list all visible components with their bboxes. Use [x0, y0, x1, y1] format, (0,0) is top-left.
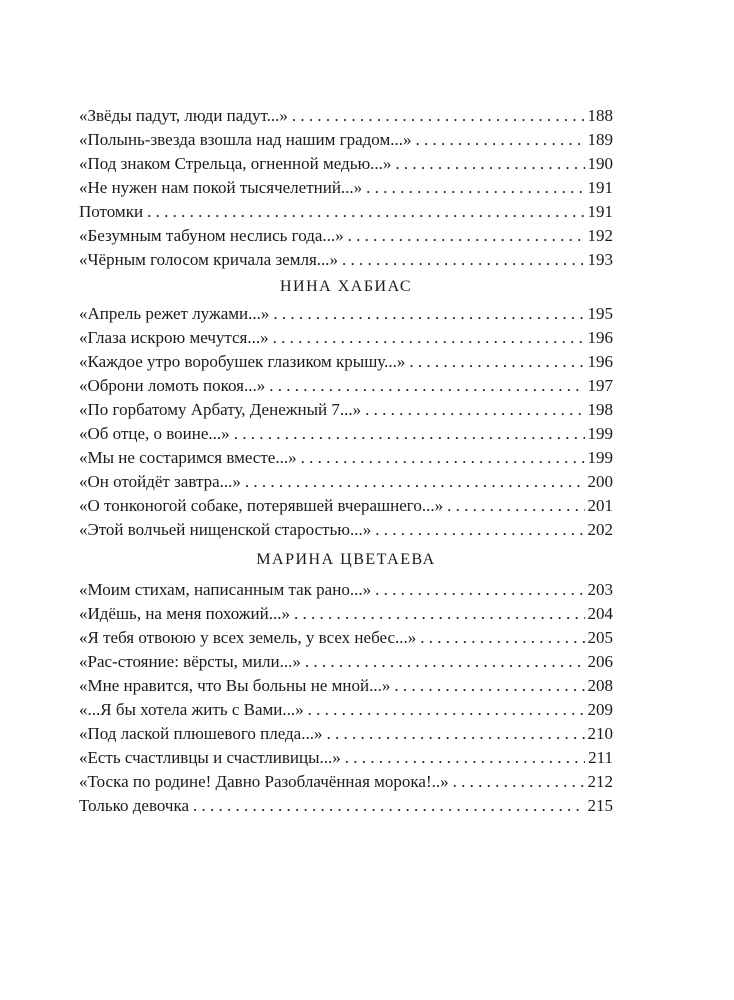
toc-section — [79, 272, 613, 542]
page-number: 191 — [587, 202, 613, 221]
dot-leader — [395, 152, 584, 176]
dot-leader — [365, 398, 584, 422]
entry-title: «Я тебя отвоюю у всех земель, у всех небес...» — [79, 628, 417, 647]
entry-title: «Безумным табуном неслись года...» — [79, 226, 344, 245]
toc-entry — [79, 626, 613, 650]
entry-title: «Мы не состаримся вместе...» — [79, 448, 297, 467]
toc-entry — [79, 794, 613, 818]
toc-entry — [79, 176, 613, 200]
dot-leader — [273, 326, 585, 350]
page-number: 188 — [587, 106, 613, 125]
toc-entry — [79, 422, 613, 446]
dot-leader — [294, 602, 585, 626]
dot-leader — [292, 104, 585, 128]
dot-leader — [269, 374, 584, 398]
entry-title: «Идёшь, на меня похожий...» — [79, 604, 290, 623]
page-number: 210 — [587, 724, 613, 743]
toc-entry — [79, 374, 613, 398]
entry-title: «О тонконогой собаке, потерявшей вчерашнего...» — [79, 496, 444, 515]
page-number: 205 — [587, 628, 613, 647]
entry-title: «Рас-стояние: вёрсты, мили...» — [79, 652, 301, 671]
dot-leader — [415, 128, 584, 152]
entry-title: «Этой волчьей нищенской старостью...» — [79, 520, 372, 539]
page-number: 198 — [587, 400, 613, 419]
toc-entry — [79, 128, 613, 152]
page-number: 202 — [587, 520, 613, 539]
dot-leader — [305, 650, 585, 674]
toc-entry — [79, 470, 613, 494]
page-number: 211 — [588, 748, 613, 767]
entry-title: «Глаза искрою мечутся...» — [79, 328, 269, 347]
entry-title: «Тоска по родине! Давно Разоблачённая морока!..» — [79, 772, 449, 791]
dot-leader — [193, 794, 584, 818]
toc-entry — [79, 746, 613, 770]
toc-entry — [79, 152, 613, 176]
entry-title: «...Я бы хотела жить с Вами...» — [79, 700, 304, 719]
page-number: 212 — [587, 772, 613, 791]
page-number: 196 — [587, 328, 613, 347]
toc-entry — [79, 248, 613, 272]
dot-leader — [308, 698, 585, 722]
page-number: 197 — [587, 376, 613, 395]
dot-leader — [348, 224, 585, 248]
toc-entry — [79, 326, 613, 350]
entry-title: «Чёрным голосом кричала земля...» — [79, 250, 339, 269]
table-of-contents — [79, 104, 613, 818]
entry-title: «Полынь-звезда взошла над нашим градом...» — [79, 130, 412, 149]
dot-leader — [447, 494, 584, 518]
page-number: 190 — [587, 154, 613, 173]
dot-leader — [345, 746, 585, 770]
page-number: 189 — [587, 130, 613, 149]
dot-leader — [301, 446, 585, 470]
page-number: 196 — [587, 352, 613, 371]
dot-leader — [420, 626, 584, 650]
toc-entry — [79, 200, 613, 224]
toc-entry — [79, 674, 613, 698]
dot-leader — [234, 422, 585, 446]
page-number: 201 — [587, 496, 613, 515]
page-number: 208 — [587, 676, 613, 695]
toc-section — [79, 542, 613, 818]
entry-title: «Оброни ломоть покоя...» — [79, 376, 266, 395]
entry-title: «Под лаской плюшевого пледа...» — [79, 724, 323, 743]
page-number: 191 — [587, 178, 613, 197]
entry-title: «Мне нравится, что Вы больны не мной...» — [79, 676, 391, 695]
toc-entry — [79, 770, 613, 794]
page-number: 199 — [587, 448, 613, 467]
section-heading: МАРИНА ЦВЕТАЕВА — [256, 551, 436, 568]
dot-leader — [453, 770, 585, 794]
page-number: 199 — [587, 424, 613, 443]
dot-leader — [342, 248, 584, 272]
entry-title: «По горбатому Арбату, Денежный 7...» — [79, 400, 362, 419]
dot-leader — [366, 176, 584, 200]
page-number: 203 — [587, 580, 613, 599]
toc-entry — [79, 446, 613, 470]
page-number: 209 — [587, 700, 613, 719]
dot-leader — [375, 518, 584, 542]
toc-entry — [79, 494, 613, 518]
page-number: 215 — [587, 796, 613, 815]
page-number: 206 — [587, 652, 613, 671]
dot-leader — [375, 578, 584, 602]
dot-leader — [273, 302, 584, 326]
toc-entry — [79, 398, 613, 422]
dot-leader — [326, 722, 584, 746]
toc-entry — [79, 224, 613, 248]
entry-title: «Есть счастливцы и счастливицы...» — [79, 748, 341, 767]
dot-leader — [394, 674, 584, 698]
toc-entry — [79, 350, 613, 374]
toc-entry — [79, 650, 613, 674]
page-number: 195 — [587, 304, 613, 323]
entry-title: Потомки — [79, 202, 144, 221]
toc-entry — [79, 698, 613, 722]
toc-entry — [79, 578, 613, 602]
page-number: 192 — [587, 226, 613, 245]
toc-entry — [79, 722, 613, 746]
toc-entry — [79, 602, 613, 626]
toc-entry — [79, 302, 613, 326]
page-number: 193 — [587, 250, 613, 269]
dot-leader — [409, 350, 584, 374]
dot-leader — [245, 470, 585, 494]
page-number: 200 — [587, 472, 613, 491]
entry-title: «Не нужен нам покой тысячелетний...» — [79, 178, 363, 197]
dot-leader — [147, 200, 584, 224]
toc-entry — [79, 518, 613, 542]
entry-title: Только девочка — [79, 796, 190, 815]
entry-title: «Каждое утро воробушек глазиком крышу...» — [79, 352, 406, 371]
entry-title: «Звёды падут, люди падут...» — [79, 106, 288, 125]
entry-title: «Моим стихам, написанным так рано...» — [79, 580, 372, 599]
entry-title: «Он отойдёт завтра...» — [79, 472, 241, 491]
entry-title: «Об отце, о воине...» — [79, 424, 230, 443]
section-heading: НИНА ХАБИАС — [280, 278, 412, 295]
toc-section — [79, 104, 613, 272]
entry-title: «Под знаком Стрельца, огненной медью...» — [79, 154, 392, 173]
entry-title: «Апрель режет лужами...» — [79, 304, 270, 323]
page-number: 204 — [587, 604, 613, 623]
toc-entry — [79, 104, 613, 128]
